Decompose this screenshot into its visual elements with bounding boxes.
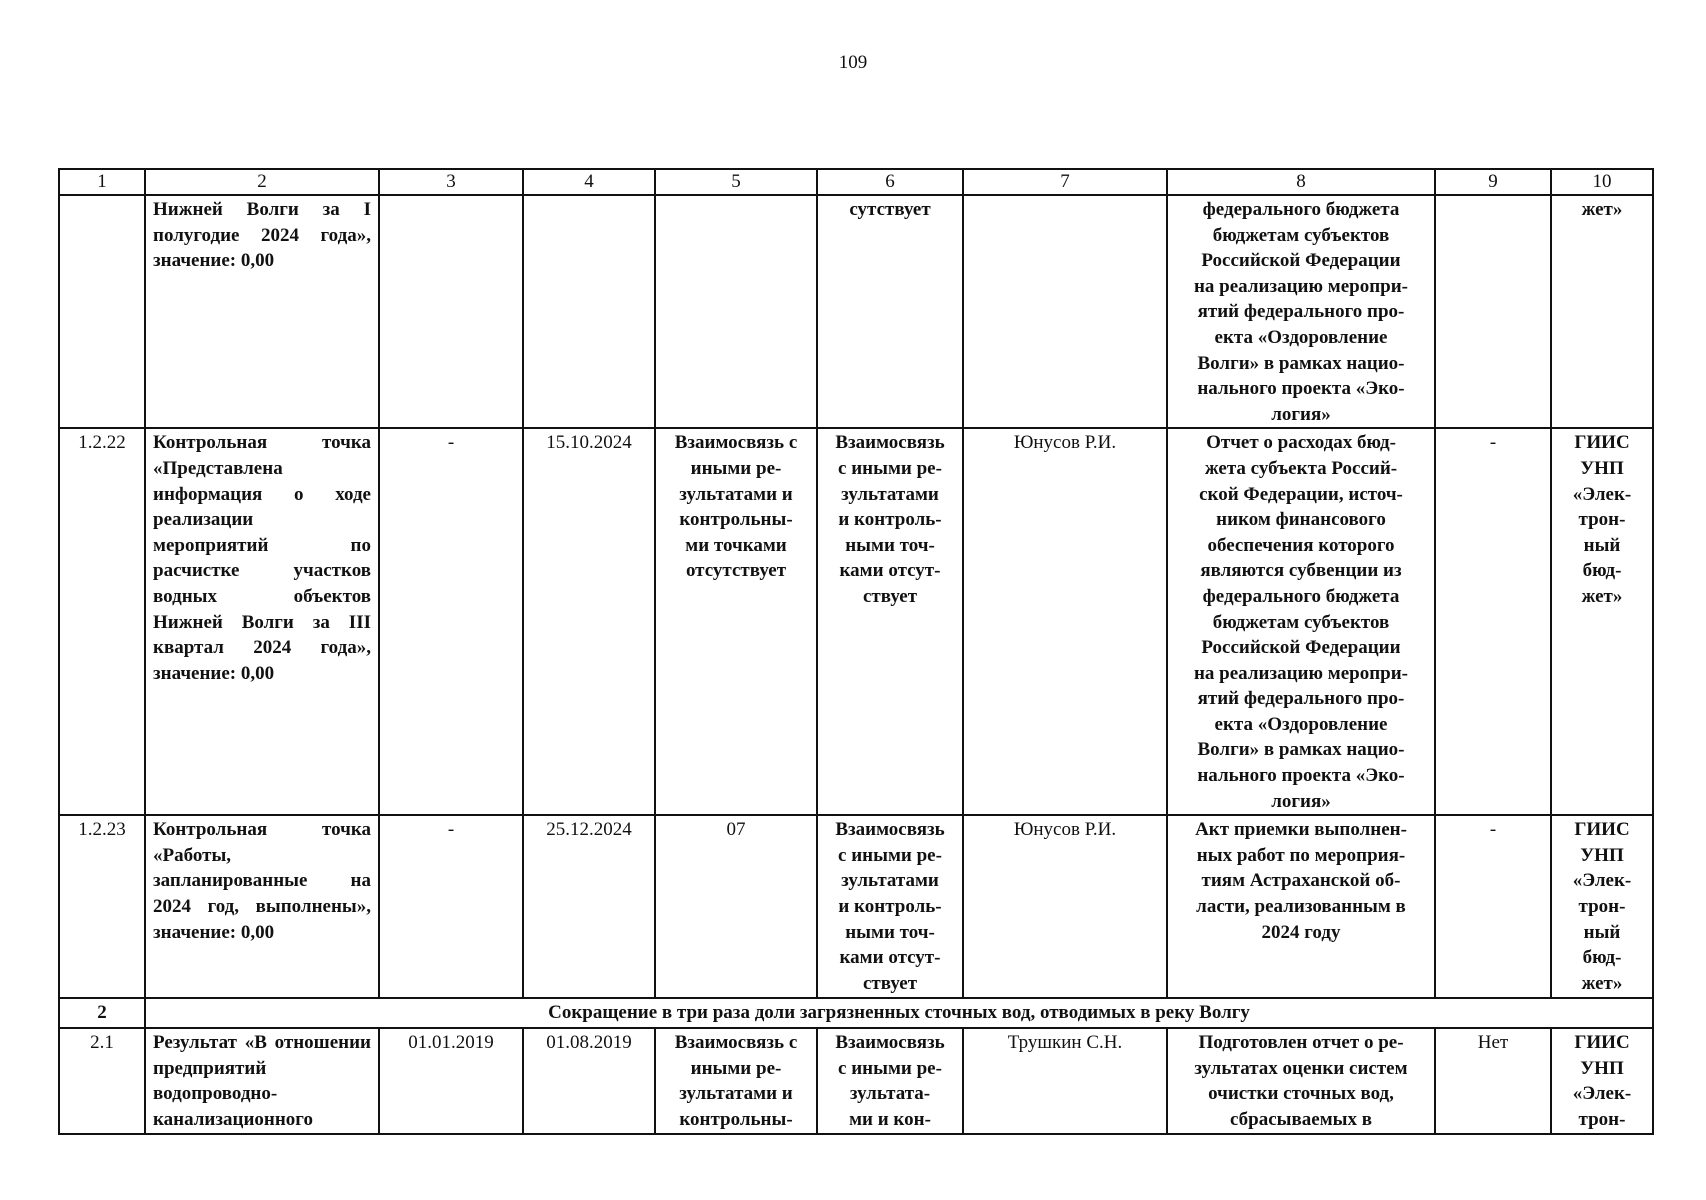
level: -: [1435, 428, 1551, 815]
link-next: сутствует: [817, 195, 963, 428]
end-date: [523, 195, 655, 428]
confirming-document: Акт приемки выполнен- ных работ по мероприя- тиям Астраханской об- ласти, реализованным в 2024 году: [1167, 815, 1435, 998]
start-date: -: [379, 815, 523, 998]
link-next: Взаимосвязь с иными ре- зультатами и контроль- ными точ- ками отсут- ствует: [817, 428, 963, 815]
column-number: 3: [379, 169, 523, 195]
information-system: ГИИС УНП «Элек- трон- ный бюд- жет»: [1551, 815, 1653, 998]
confirming-document: Отчет о расходах бюд- жета субъекта Россий- ской Федерации, источ- ником финансового обеспечения которого являются субвенции из федерального бюджета бюджетам субъектов Российской Федерации на реализацию меропри- ятий федерального про- екта «Оздоровление Волги» в рамках нацио- нального проекта «Эко- логия»: [1167, 428, 1435, 815]
page-number: 109: [838, 52, 868, 73]
column-number: 7: [963, 169, 1167, 195]
event-name: Результат «В отношении предприятий водопроводно- канализационного: [145, 1028, 379, 1133]
table-row: [59, 1028, 1653, 1133]
column-number: 10: [1551, 169, 1653, 195]
information-system: жет»: [1551, 195, 1653, 428]
event-name: Контрольная точка «Представлена информация о ходе реализации мероприятий по расчистке участков водных объектов Нижней Волги за III квартал 2024 года», значение: 0,00: [145, 428, 379, 815]
section-row: [59, 998, 1653, 1028]
row-number: [59, 195, 145, 428]
end-date: 15.10.2024: [523, 428, 655, 815]
information-system: ГИИС УНП «Элек- трон-: [1551, 1028, 1653, 1133]
table-row: [59, 815, 1653, 998]
row-number: 1.2.22: [59, 428, 145, 815]
information-system: ГИИС УНП «Элек- трон- ный бюд- жет»: [1551, 428, 1653, 815]
event-name: Контрольная точка «Работы, запланированные на 2024 год, выполнены», значение: 0,00: [145, 815, 379, 998]
column-number: 5: [655, 169, 817, 195]
column-number: 9: [1435, 169, 1551, 195]
table-row: [59, 195, 1653, 428]
column-number: 6: [817, 169, 963, 195]
responsible: Трушкин С.Н.: [963, 1028, 1167, 1133]
link-previous: 07: [655, 815, 817, 998]
link-previous: Взаимосвязь с иными ре- зультатами и контрольны-: [655, 1028, 817, 1133]
link-next: Взаимосвязь с иными ре- зультатами и контроль- ными точ- ками отсут- ствует: [817, 815, 963, 998]
section-number: 2: [59, 998, 145, 1028]
column-number: 2: [145, 169, 379, 195]
row-number: 2.1: [59, 1028, 145, 1133]
confirming-document: федерального бюджета бюджетам субъектов Российской Федерации на реализацию меропри- ятий федерального про- екта «Оздоровление Волги» в рамках нацио- нального проекта «Эко- логия»: [1167, 195, 1435, 428]
row-number: 1.2.23: [59, 815, 145, 998]
confirming-document: Подготовлен отчет о ре- зультатах оценки систем очистки сточных вод, сбрасываемых в: [1167, 1028, 1435, 1133]
end-date: 01.08.2019: [523, 1028, 655, 1133]
link-previous: [655, 195, 817, 428]
responsible: Юнусов Р.И.: [963, 815, 1167, 998]
start-date: [379, 195, 523, 428]
level: -: [1435, 815, 1551, 998]
start-date: 01.01.2019: [379, 1028, 523, 1133]
table-row: [59, 428, 1653, 815]
start-date: -: [379, 428, 523, 815]
link-previous: Взаимосвязь с иными ре- зультатами и контрольны- ми точками отсутствует: [655, 428, 817, 815]
responsible: [963, 195, 1167, 428]
level: [1435, 195, 1551, 428]
link-next: Взаимосвязь с иными ре- зультата- ми и кон-: [817, 1028, 963, 1133]
event-name: Нижней Волги за I полугодие 2024 года», значение: 0,00: [145, 195, 379, 428]
column-number: 8: [1167, 169, 1435, 195]
column-number-row: [59, 169, 1653, 195]
level: Нет: [1435, 1028, 1551, 1133]
plan-table: [58, 168, 1654, 1135]
end-date: 25.12.2024: [523, 815, 655, 998]
section-title: Сокращение в три раза доли загрязненных сточных вод, отводимых в реку Волгу: [145, 998, 1653, 1028]
column-number: 4: [523, 169, 655, 195]
responsible: Юнусов Р.И.: [963, 428, 1167, 815]
column-number: 1: [59, 169, 145, 195]
